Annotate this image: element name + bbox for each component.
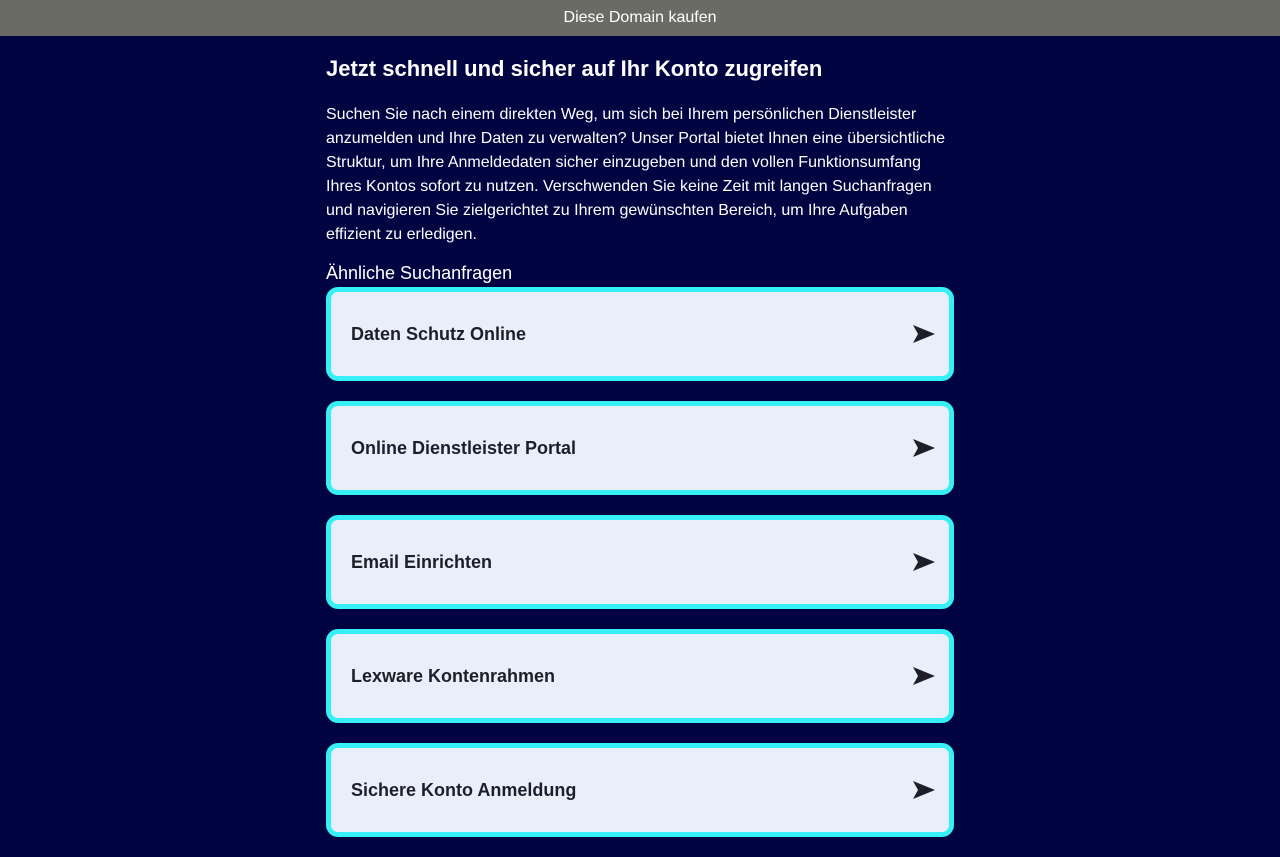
related-search-link[interactable]: [326, 515, 954, 609]
arrow-right-icon: [913, 439, 935, 457]
related-search-link[interactable]: [326, 401, 954, 495]
arrow-right-icon: [913, 325, 935, 343]
related-search-label: Email Einrichten: [351, 551, 493, 572]
related-search-label: Lexware Kontenrahmen: [351, 665, 556, 686]
main-content: [326, 36, 954, 857]
related-searches-heading: Ähnliche Suchanfragen: [326, 263, 513, 283]
buy-domain-link[interactable]: Diese Domain kaufen: [563, 9, 717, 26]
related-search-label: Daten Schutz Online: [351, 323, 527, 344]
arrow-right-icon: [913, 781, 935, 799]
related-search-label: Online Dienstleister Portal: [351, 437, 577, 458]
related-search-label: Sichere Konto Anmeldung: [351, 779, 577, 800]
top-bar: [0, 0, 1280, 36]
arrow-right-icon: [913, 553, 935, 571]
page-description: Suchen Sie nach einem direkten Weg, um sich bei Ihrem persönlichen Dienstleister anzumelden und Ihre Daten zu verwalten? Unser Portal bietet Ihnen eine übersichtliche Struktur, um Ihre Anmeldedaten sicher einzugeben und den vollen Funktionsumfang Ihres Kontos sofort zu nutzen. Verschwenden Sie keine Zeit mit langen Suchanfragen und navigieren Sie zielgerichtet zu Ihrem gewünschten Bereich, um Ihre Aufgaben effizient zu erledigen.: [326, 106, 946, 243]
arrow-right-icon: [913, 667, 935, 685]
related-search-link[interactable]: [326, 287, 954, 381]
related-search-link[interactable]: [326, 743, 954, 837]
related-searches-list: [326, 287, 954, 837]
related-search-link[interactable]: [326, 629, 954, 723]
page-headline: Jetzt schnell und sicher auf Ihr Konto zugreifen: [326, 56, 823, 81]
